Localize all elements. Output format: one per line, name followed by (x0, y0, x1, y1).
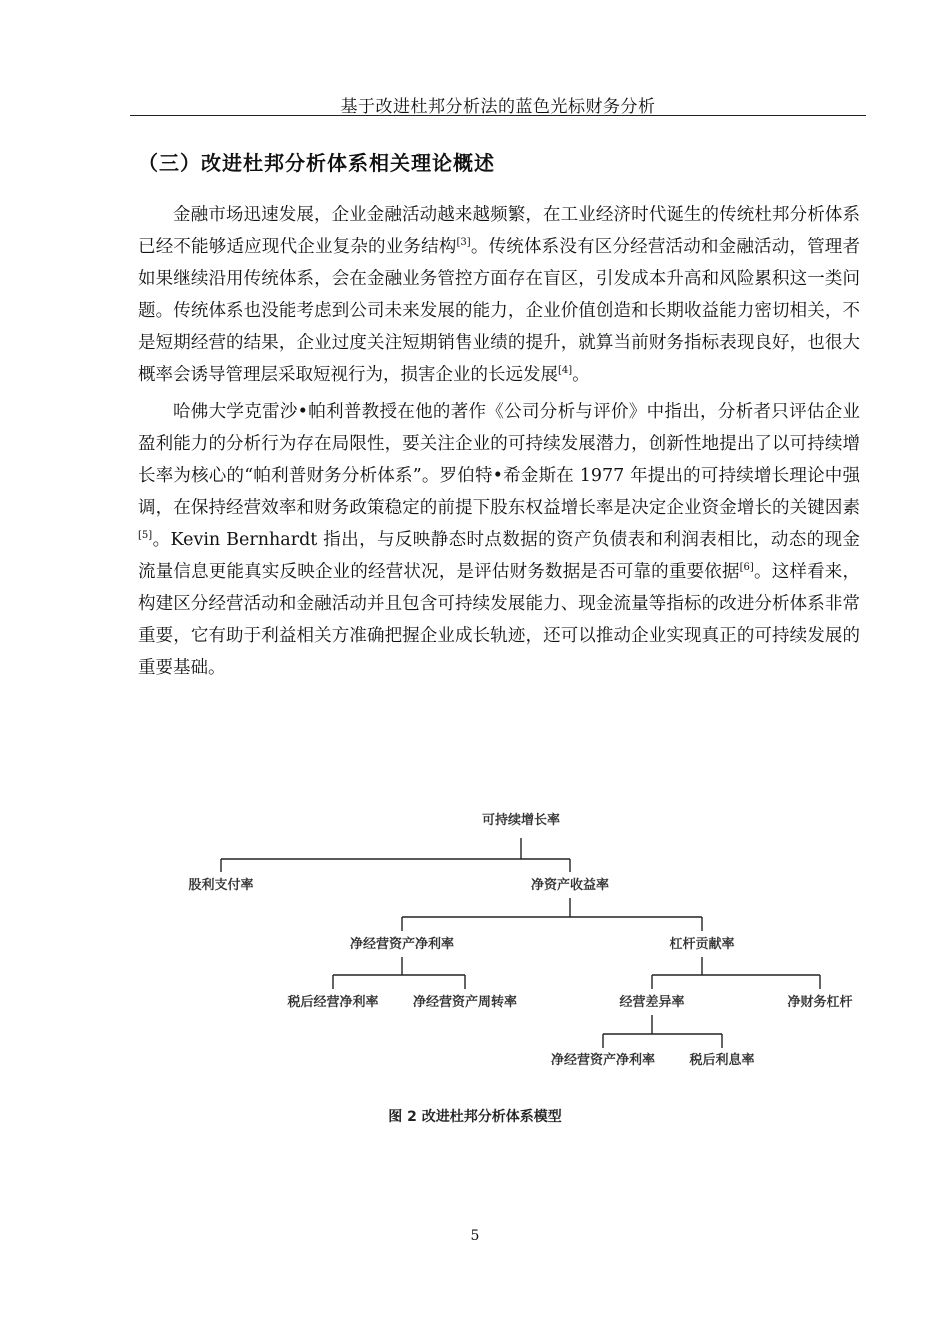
node-net-operating-asset-turnover: 净经营资产周转率 (412, 995, 518, 1010)
paragraph-2-part-c: 。这样看来，构建区分经营活动和金融活动并且包含可持续发展能力、现金流量等指标的改进分析体系非常重要，它有助于利益相关方准确把握企业成长轨迹，还可以推动企业实现真正的可持续发展的重要基础。 (138, 562, 861, 678)
paragraph-1 (138, 199, 860, 391)
node-operating-spread: 经营差异率 (619, 995, 685, 1010)
paragraph-2 (138, 396, 860, 684)
citation-3: [3] (456, 237, 471, 248)
citation-4: [4] (558, 365, 573, 376)
figure-caption: 图 2 改进杜邦分析体系模型 (388, 1109, 562, 1125)
paragraph-2-part-b: 。Kevin Bernhardt 指出，与反映静态时点数据的资产负债表和利润表相比，动态的现金流量信息更能真实反映企业的经营状况，是评估财务数据是否可靠的重要依据 (138, 530, 860, 582)
node-net-operating-asset-return: 净经营资产净利率 (349, 937, 455, 952)
node-sustainable-growth-rate: 可持续增长率 (481, 813, 561, 828)
paragraph-1-part-a: 金融市场迅速发展，企业金融活动越来越频繁，在工业经济时代诞生的传统杜邦分析体系已经不能够适应现代企业复杂的业务结构 (138, 205, 860, 257)
node-net-financial-leverage: 净财务杠杆 (787, 995, 853, 1010)
node-return-on-equity: 净资产收益率 (530, 878, 610, 893)
citation-5: [5] (138, 530, 153, 541)
page-number: 5 (470, 1228, 480, 1244)
section-title: （三）改进杜邦分析体系相关理论概述 (138, 151, 495, 175)
paragraph-1-part-b: 。传统体系没有区分经营活动和金融活动，管理者如果继续沿用传统体系，会在金融业务管控方面存在盲区，引发成本升高和风险累积这一类问题。传统体系也没能考虑到公司未来发展的能力，企业价值创造和长期收益能力密切相关，不是短期经营的结果，企业过度关注短期销售业绩的提升，就算当前财务指标表现良好，也很大概率会诱导管理层采取短视行为，损害企业的长远发展 (138, 237, 861, 385)
running-header: 基于改进杜邦分析法的蓝色光标财务分析 (340, 97, 656, 117)
header-rule (130, 115, 866, 116)
node-net-operating-asset-return-2: 净经营资产净利率 (550, 1053, 656, 1068)
dupont-tree-diagram (0, 800, 950, 1090)
node-dividend-payout-ratio: 股利支付率 (188, 878, 254, 893)
node-after-tax-interest-rate: 税后利息率 (689, 1053, 755, 1068)
paragraph-1-part-c: 。 (572, 365, 590, 385)
node-leverage-contribution-rate: 杠杆贡献率 (669, 937, 735, 952)
paragraph-2-part-a: 哈佛大学克雷沙•帕利普教授在他的著作《公司分析与评价》中指出，分析者只评估企业盈利能力的分析行为存在局限性，要关注企业的可持续发展潜力，创新性地提出了以可持续增长率为核心的“帕利普财务分析体系”。罗伯特•希金斯在 1977 年提出的可持续增长理论中强调，在保持经营效率和财务政策稳定的前提下股东权益增长率是决定企业资金增长的关键因素 (138, 402, 860, 518)
body-text (138, 199, 860, 689)
citation-6: [6] (739, 562, 754, 573)
node-after-tax-operating-margin: 税后经营净利率 (287, 995, 379, 1010)
